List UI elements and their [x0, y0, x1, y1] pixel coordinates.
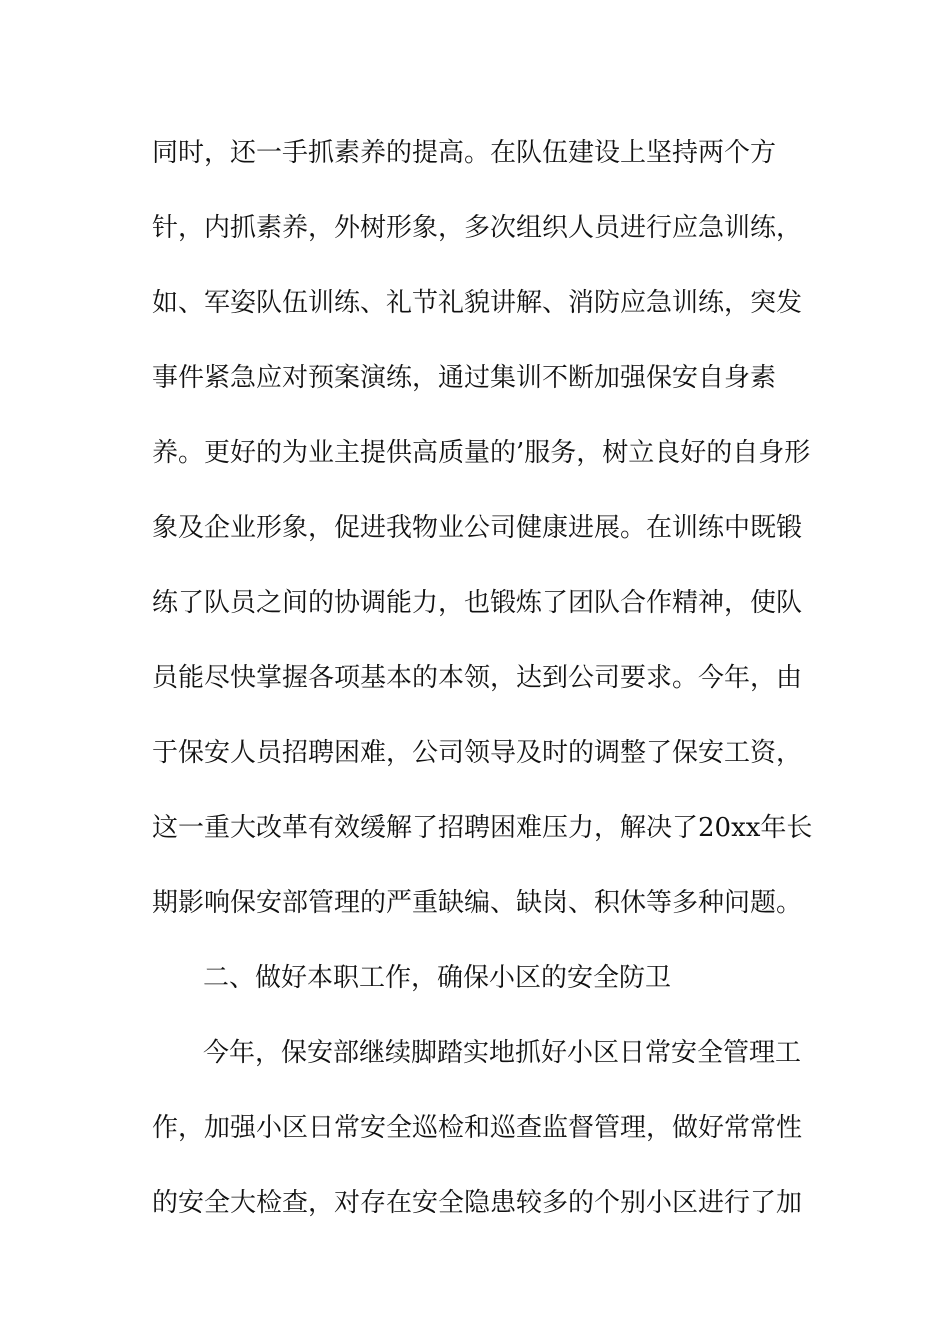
paragraph-line: 的安全大检查，对存在安全隐患较多的个别小区进行了加 [152, 1188, 803, 1218]
paragraph-line: 养。更好的为业主提供高质量的’服务，树立良好的自身形 [152, 438, 811, 468]
paragraph-line: 作，加强小区日常安全巡检和巡查监督管理，做好常常性 [152, 1113, 803, 1143]
paragraph-line: 于保安人员招聘困难，公司领导及时的调整了保安工资， [152, 738, 803, 768]
paragraph-line: 期影响保安部管理的严重缺编、缺岗、积休等多种问题。 [152, 888, 803, 918]
paragraph-line: 同时，还一手抓素养的提高。在队伍建设上坚持两个方 [152, 138, 777, 168]
paragraph-line: 针，内抓素养，外树形象，多次组织人员进行应急训练， [152, 213, 803, 243]
section-heading: 二、做好本职工作，确保小区的安全防卫 [203, 963, 672, 993]
paragraph-line: 今年，保安部继续脚踏实地抓好小区日常安全管理工 [203, 1038, 802, 1068]
paragraph-line: 练了队员之间的协调能力，也锻炼了团队合作精神，使队 [152, 588, 803, 618]
paragraph-line: 事件紧急应对预案演练，通过集训不断加强保安自身素 [152, 363, 777, 393]
paragraph-line: 员能尽快掌握各项基本的本领，达到公司要求。今年，由 [152, 663, 803, 693]
paragraph-line: 这一重大改革有效缓解了招聘困难压力，解决了20xx年长 [152, 813, 813, 843]
paragraph-line: 如、军姿队伍训练、礼节礼貌讲解、消防应急训练，突发 [152, 288, 803, 318]
paragraph-line: 象及企业形象，促进我物业公司健康进展。在训练中既锻 [152, 513, 803, 543]
